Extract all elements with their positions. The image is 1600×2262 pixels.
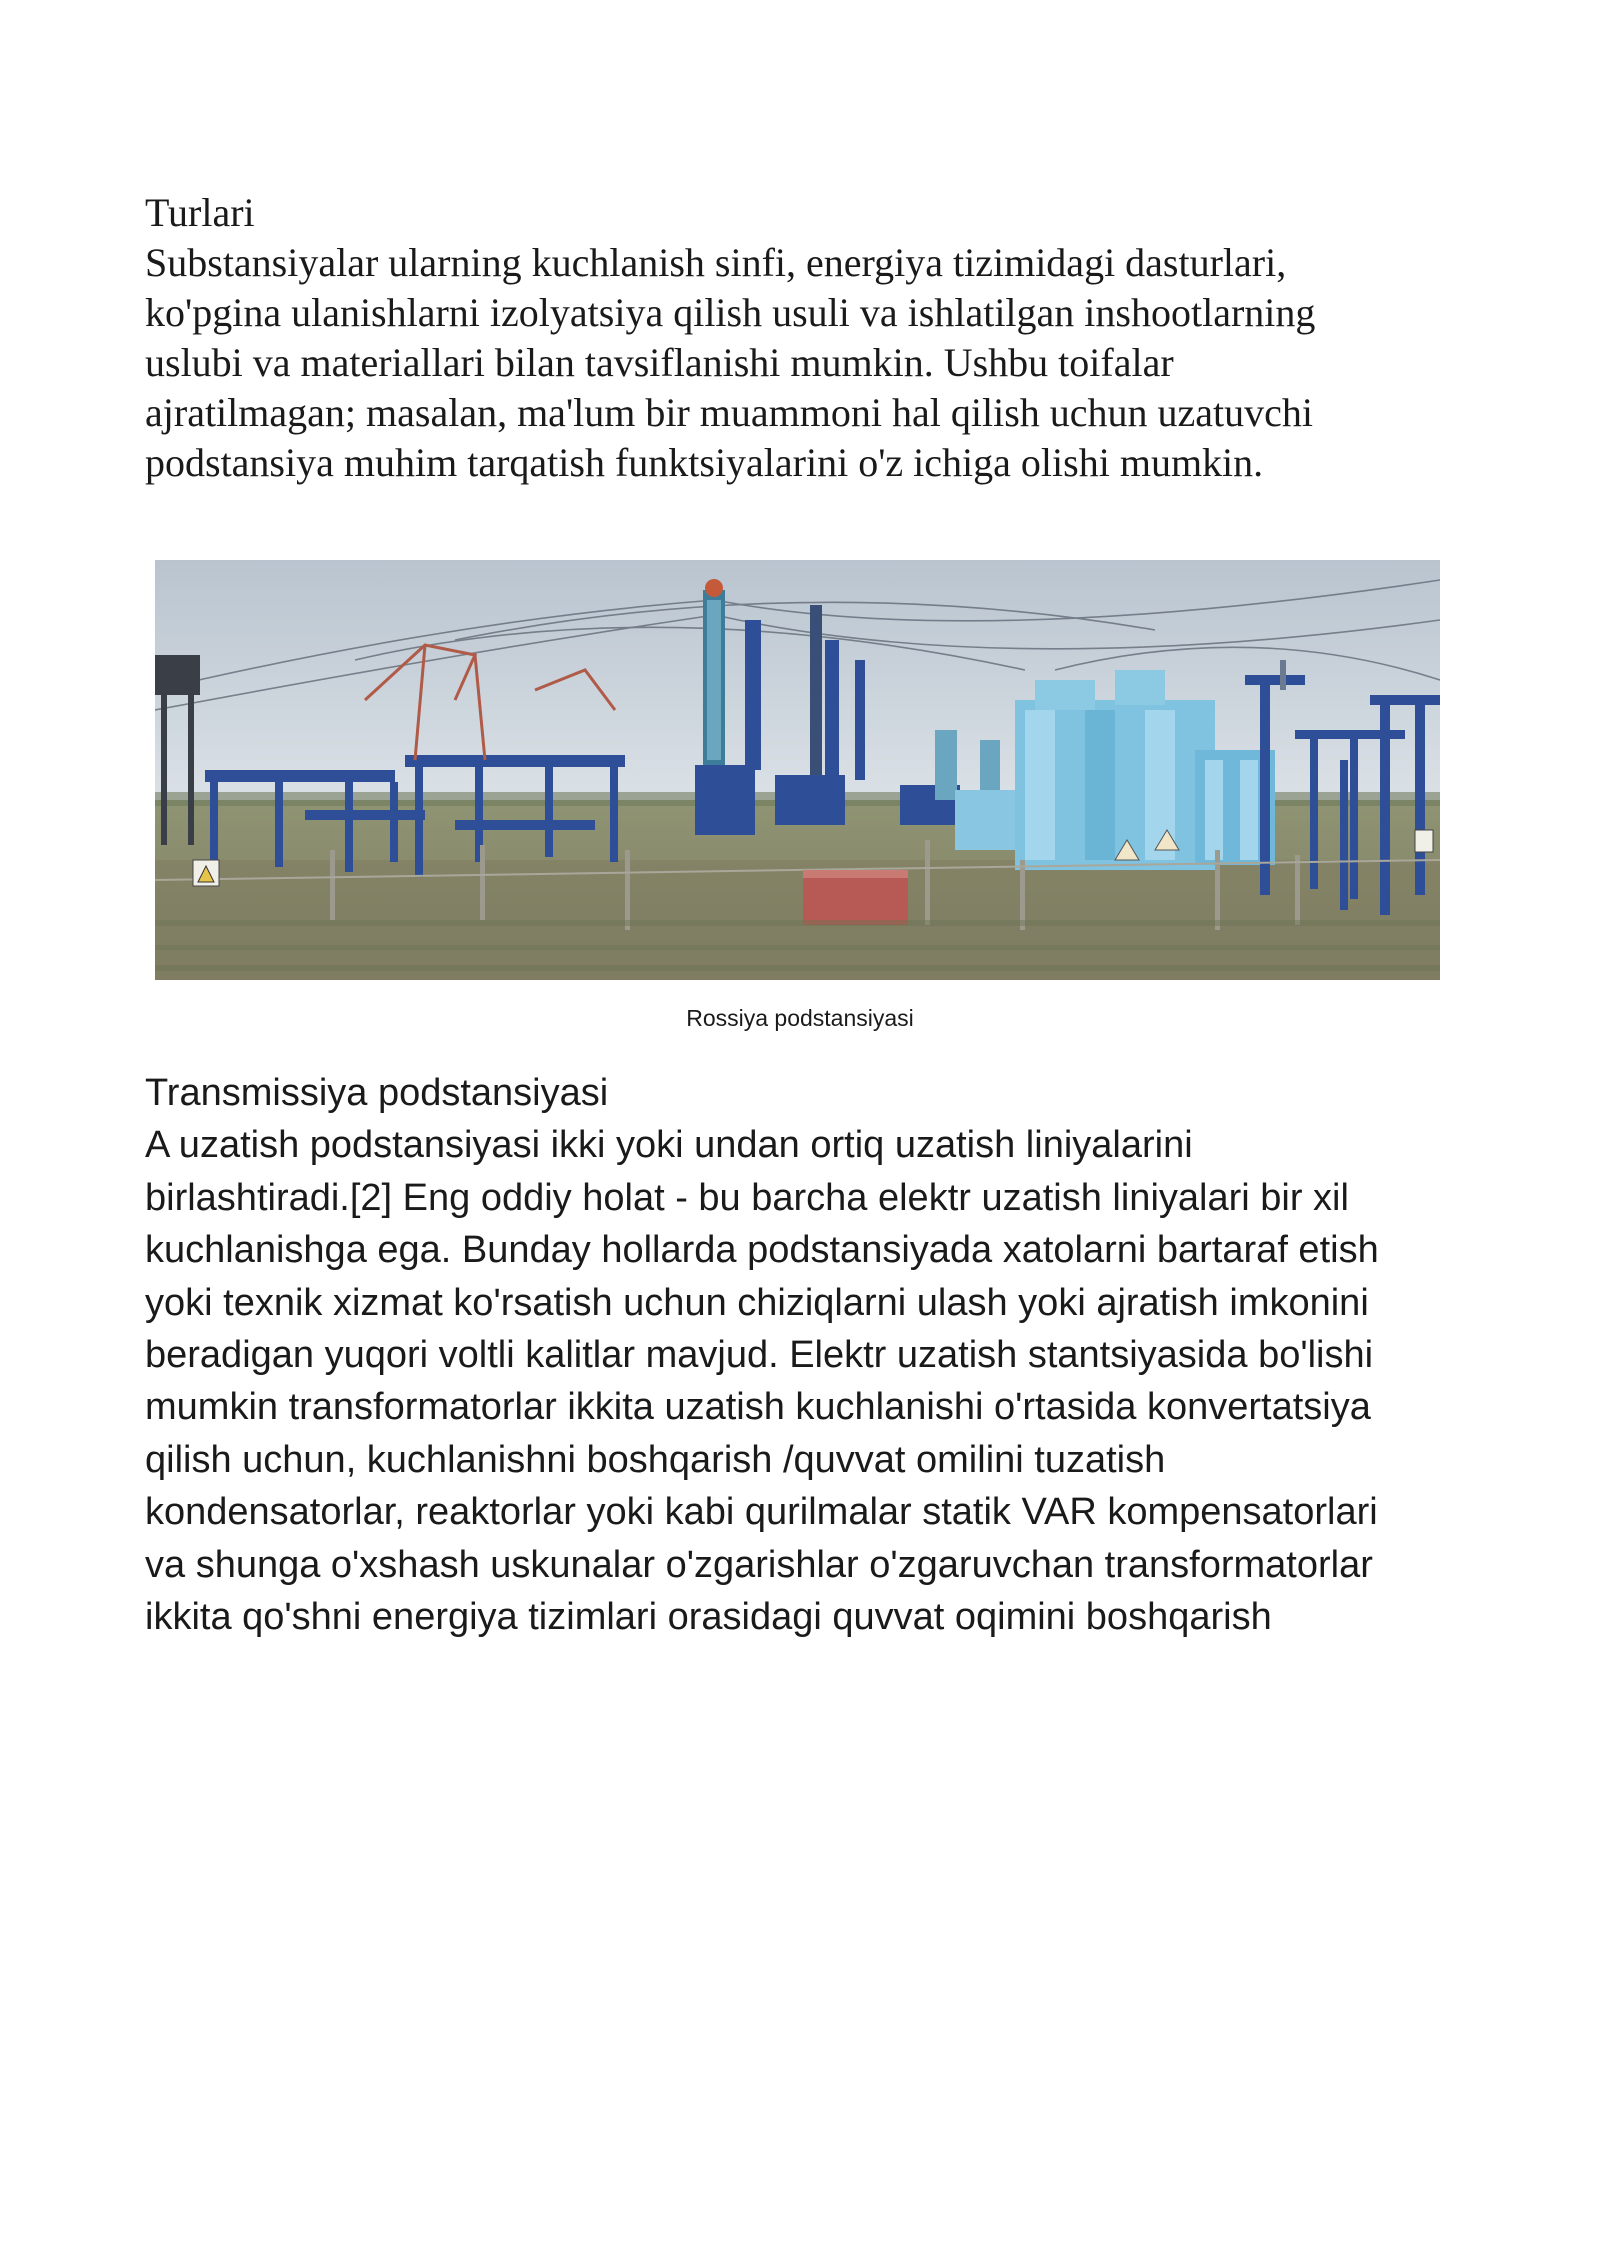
paragraph-line: podstansiya muhim tarqatish funktsiyalarini o'z ichiga olishi mumkin. [145,440,1264,485]
paragraph-line: ikkita qo'shni energiya tizimlari orasidagi quvvat oqimini boshqarish [145,1596,1272,1639]
paragraph-line: ajratilmagan; masalan, ma'lum bir muammoni hal qilish uchun uzatuvchi [145,390,1314,435]
paragraph-line: mumkin transformatorlar ikkita uzatish kuchlanishi o'rtasida konvertatsiya [145,1386,1371,1429]
section-turlari [145,188,1465,488]
paragraph-line: ko'pgina ulanishlarni izolyatsiya qilish usuli va ishlatilgan inshootlarning [145,290,1316,335]
paragraph-line: qilish uchun, kuchlanishni boshqarish /quvvat omilini tuzatish [145,1438,1166,1481]
paragraph-line: birlashtiradi.[2] Eng oddiy holat - bu barcha elektr uzatish liniyalari bir xil [145,1176,1349,1219]
paragraph-line: va shunga o'xshash uskunalar o'zgarishlar o'zgaruvchan transformatorlar [145,1543,1373,1586]
red-cabinet [803,870,908,925]
section-heading: Turlari [145,190,255,235]
paragraph-line: beradigan yuqori voltli kalitlar mavjud. Elektr uzatish stantsiyasida bo'lishi [145,1334,1374,1377]
figure-caption: Rossiya podstansiyasi [686,1005,914,1031]
paragraph-line: A uzatish podstansiyasi ikki yoki undan ortiq uzatish liniyalarini [145,1124,1193,1167]
paragraph-line: yoki texnik xizmat ko'rsatish uchun chiziqlarni ulash yoki ajratish imkonini [145,1281,1369,1324]
paragraph-line: kuchlanishga ega. Bunday hollarda podstansiyada xatolarni bartaraf etish [145,1229,1379,1272]
paragraph-line: Substansiyalar ularning kuchlanish sinfi, energiya tizimidagi dasturlari, [145,240,1287,285]
substation-illustration [155,560,1440,980]
section-transmissiya [145,1067,1485,1643]
substation-photo [155,560,1440,980]
section-heading: Transmissiya podstansiyasi [145,1072,609,1114]
paragraph-line: uslubi va materiallari bilan tavsiflanishi mumkin. Ushbu toifalar [145,340,1174,385]
paragraph-line: kondensatorlar, reaktorlar yoki kabi qurilmalar statik VAR kompensatorlari [145,1491,1378,1534]
